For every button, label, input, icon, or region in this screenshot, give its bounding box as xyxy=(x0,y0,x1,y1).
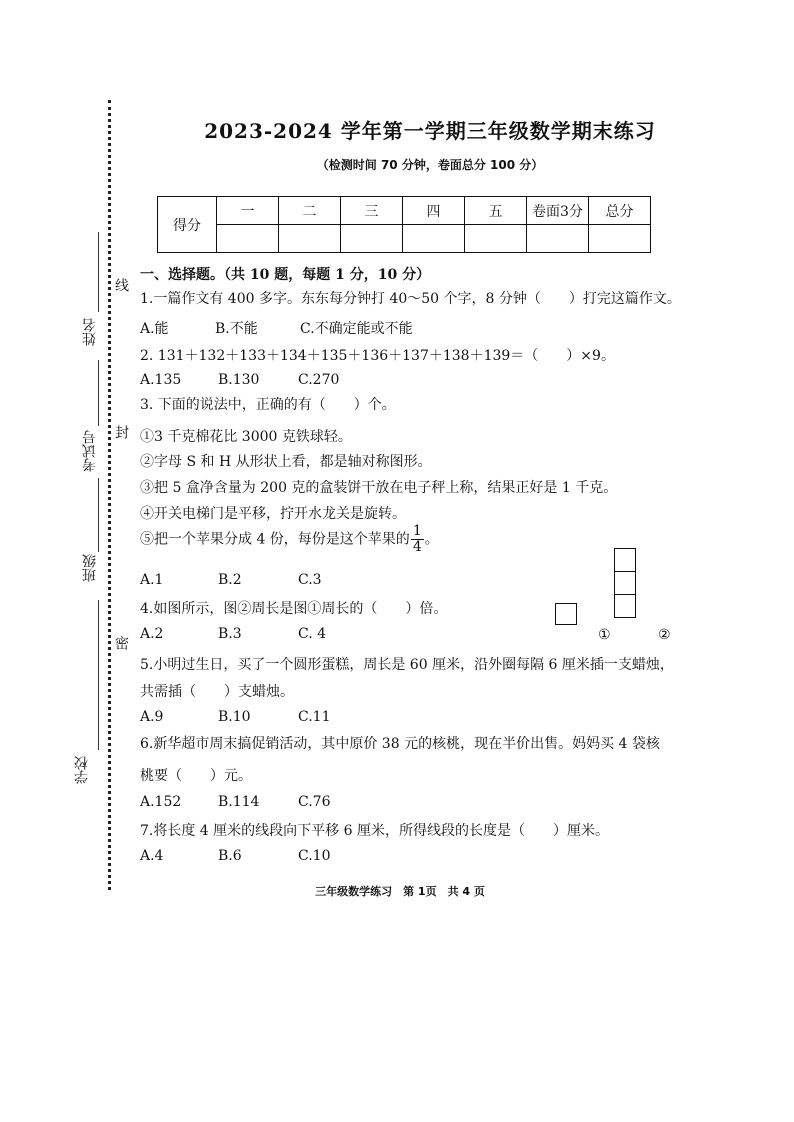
question-5-options xyxy=(140,709,330,725)
question-6-line2: 桃要（ ）元。 xyxy=(140,768,252,784)
score-row-label: 得分 xyxy=(158,197,217,253)
question-1: 1.一篇作文有 400 多字。东东每分钟打 40～50 个字，8 分钟（ ）打完这篇作文。 xyxy=(140,291,681,307)
score-cell[interactable] xyxy=(589,225,651,253)
question-1-options xyxy=(140,318,413,338)
school-blank-line xyxy=(98,600,99,750)
statement: ③把 5 盒净含量为 200 克的盒装饼干放在电子秤上称，结果正好是 1 千克。 xyxy=(140,480,618,496)
page-subtitle: （检测时间 70 分钟，卷面总分 100 分） xyxy=(316,158,544,172)
score-cell[interactable] xyxy=(465,225,527,253)
side-field-exam-number: 考试号 xyxy=(82,430,98,472)
option: C.11 xyxy=(298,709,331,725)
score-col-header: 一 xyxy=(217,197,279,225)
option: A.9 xyxy=(140,709,164,725)
statement: ④开关电梯门是平移，拧开水龙关是旋转。 xyxy=(140,506,406,522)
section-heading: 一、选择题。（共 10 题，每题 1 分，10 分） xyxy=(140,267,431,283)
side-field-school: 学校 xyxy=(74,756,90,784)
figure-2-square-middle xyxy=(614,571,636,595)
option: A.能 xyxy=(140,321,169,337)
question-4: 4.如图所示，图②周长是图①周长的（ ）倍。 xyxy=(140,601,448,617)
option: C.76 xyxy=(298,794,331,810)
question-5-line2: 共需插（ ）支蜡烛。 xyxy=(140,684,294,700)
option: A.1 xyxy=(140,572,164,588)
option: C. 4 xyxy=(298,626,327,642)
option: A.152 xyxy=(140,794,182,810)
name-blank-line xyxy=(98,232,99,312)
score-col-header: 五 xyxy=(465,197,527,225)
figure-2-label: ② xyxy=(658,627,671,643)
question-7: 7.将长度 4 厘米的线段向下平移 6 厘米，所得线段的长度是（ ）厘米。 xyxy=(140,823,609,839)
question-7-options xyxy=(140,848,330,864)
fraction xyxy=(411,524,424,555)
option: B.10 xyxy=(218,709,251,725)
option: B.2 xyxy=(218,572,242,588)
binding-mark-mi: 密 xyxy=(113,636,129,650)
statement: ①3 千克棉花比 3000 克铁球轻。 xyxy=(140,429,352,445)
statement-5-prefix: ⑤把一个苹果分成 4 份，每份是这个苹果的 xyxy=(140,531,410,548)
option: A.2 xyxy=(140,626,164,642)
score-cell[interactable] xyxy=(217,225,279,253)
option: B.114 xyxy=(218,794,260,810)
figure-2-square-top xyxy=(614,548,636,572)
binding-mark-feng: 封 xyxy=(113,425,129,439)
option: B.不能 xyxy=(215,321,258,337)
option: C.不确定能或不能 xyxy=(300,321,413,337)
figure-1-label: ① xyxy=(598,627,611,643)
statement-5 xyxy=(140,524,439,555)
side-field-name: 姓名 xyxy=(82,318,98,346)
page-footer: 三年级数学练习 第 1页 共 4 页 xyxy=(315,885,485,898)
binding-dotted-line xyxy=(108,100,111,890)
option: C.270 xyxy=(298,372,340,388)
page-title: 2023-2024 学年第一学期三年级数学期末练习 xyxy=(204,119,656,143)
option: C.3 xyxy=(298,572,322,588)
question-2-options xyxy=(140,372,339,388)
question-5-line1: 5.小明过生日，买了一个圆形蛋糕，周长是 60 厘米，沿外圈每隔 6 厘米插一支蜡烛， xyxy=(140,657,674,673)
score-col-header: 卷面3分 xyxy=(527,197,589,225)
statement-5-suffix: 。 xyxy=(424,531,439,548)
question-4-options xyxy=(140,626,326,642)
figure-2-square-bottom xyxy=(614,594,636,618)
score-col-header: 二 xyxy=(279,197,341,225)
score-cell[interactable] xyxy=(403,225,465,253)
statement: ②字母 S 和 H 从形状上看，都是轴对称图形。 xyxy=(140,454,432,470)
option: C.10 xyxy=(298,848,331,864)
question-6-options xyxy=(140,794,330,810)
question-3: 3. 下面的说法中，正确的有（ ）个。 xyxy=(140,397,396,413)
score-table xyxy=(157,196,651,253)
question-2: 2. 131＋132＋133＋134＋135＋136＋137＋138＋139＝（ ）×9。 xyxy=(140,348,615,364)
exam-number-blank-line xyxy=(98,360,99,426)
fraction-numerator: 1 xyxy=(412,523,422,539)
score-col-header: 四 xyxy=(403,197,465,225)
figure-1-square xyxy=(555,603,577,625)
option: B.6 xyxy=(218,848,242,864)
score-col-header: 总分 xyxy=(589,197,651,225)
question-6-line1: 6.新华超市周末搞促销活动，其中原价 38 元的核桃，现在半价出售。妈妈买 4 袋核 xyxy=(140,736,660,752)
question-3-options xyxy=(140,572,322,588)
score-col-header: 三 xyxy=(341,197,403,225)
option: B.3 xyxy=(218,626,242,642)
score-cell[interactable] xyxy=(527,225,589,253)
class-blank-line-upper xyxy=(98,478,99,552)
option: A.4 xyxy=(140,848,164,864)
option: A.135 xyxy=(140,372,182,388)
option: B.130 xyxy=(218,372,260,388)
side-field-class: 班级 xyxy=(82,554,98,582)
fraction-denominator: 4 xyxy=(412,539,422,555)
score-cell[interactable] xyxy=(279,225,341,253)
binding-mark-xian: 线 xyxy=(113,278,129,292)
score-cell[interactable] xyxy=(341,225,403,253)
